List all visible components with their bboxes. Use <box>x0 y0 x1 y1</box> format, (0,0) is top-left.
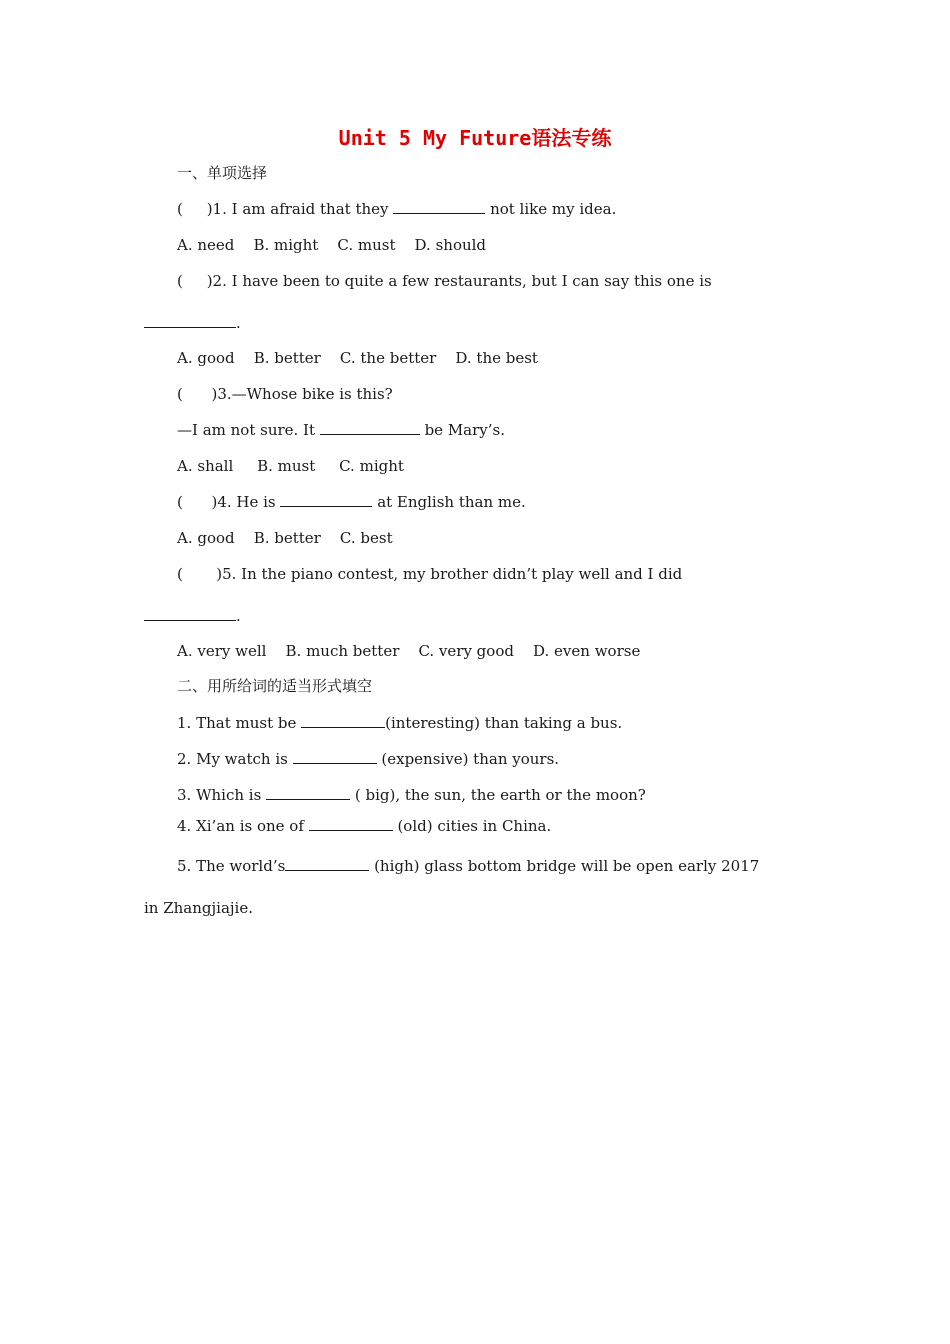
q5-blank-line <box>144 606 241 626</box>
i5-a: 5. The world’s <box>177 857 286 875</box>
q1-blank <box>393 199 485 214</box>
q1-stem-a: ( )1. I am afraid that they <box>177 200 389 218</box>
q1-stem-b: not like my idea. <box>490 200 617 218</box>
fill-item-4 <box>177 816 551 836</box>
q2-blank-line <box>144 313 241 333</box>
q2-blank <box>144 313 236 328</box>
i2-blank <box>293 749 377 764</box>
i3-b: ( big), the sun, the earth or the moon? <box>354 786 646 804</box>
fill-item-5 <box>177 856 759 876</box>
question-3: ( )3.—Whose bike is this? <box>177 385 393 403</box>
question-2: ( )2. I have been to quite a few restaurants, but I can say this one is <box>177 272 712 290</box>
fill-item-1 <box>177 713 622 733</box>
q4-options: A. good B. better C. best <box>177 529 393 547</box>
i4-blank <box>309 816 393 831</box>
q5-blank <box>144 606 236 621</box>
i1-blank <box>301 713 385 728</box>
page-title: Unit 5 My Future语法专练 <box>338 126 612 150</box>
section-heading-choice: 一、单项选择 <box>177 164 268 182</box>
q4-stem-b: at English than me. <box>377 493 526 511</box>
q3-reply-a: —I am not sure. It <box>177 421 316 439</box>
fill-item-5-cont: in Zhangjiajie. <box>144 899 253 917</box>
q4-blank <box>280 492 372 507</box>
q5-options: A. very well B. much better C. very good D. even worse <box>177 642 641 660</box>
q3-reply-b: be Mary’s. <box>424 421 506 439</box>
i5-blank <box>285 856 369 871</box>
i1-a: 1. That must be <box>177 714 297 732</box>
question-4 <box>177 492 526 512</box>
q3-reply <box>177 420 505 440</box>
i3-blank <box>266 785 350 800</box>
q2-tail: . <box>236 314 241 332</box>
section-heading-fill: 二、用所给词的适当形式填空 <box>177 677 373 695</box>
i3-a: 3. Which is <box>177 786 262 804</box>
i4-b: (old) cities in China. <box>397 817 552 835</box>
q1-options: A. need B. might C. must D. should <box>177 236 487 254</box>
question-5: ( )5. In the piano contest, my brother didn’t play well and I did <box>177 565 683 583</box>
i2-b: (expensive) than yours. <box>381 750 560 768</box>
q5-tail: . <box>236 607 241 625</box>
q4-stem-a: ( )4. He is <box>177 493 276 511</box>
fill-item-2 <box>177 749 559 769</box>
fill-item-3 <box>177 785 646 805</box>
i1-b: (interesting) than taking a bus. <box>385 714 623 732</box>
q3-options: A. shall B. must C. might <box>177 457 404 475</box>
i2-a: 2. My watch is <box>177 750 288 768</box>
q3-blank <box>320 420 420 435</box>
question-1 <box>177 199 616 219</box>
i5-b: (high) glass bottom bridge will be open early 2017 <box>374 857 760 875</box>
i4-a: 4. Xi’an is one of <box>177 817 304 835</box>
q2-options: A. good B. better C. the better D. the best <box>177 349 538 367</box>
